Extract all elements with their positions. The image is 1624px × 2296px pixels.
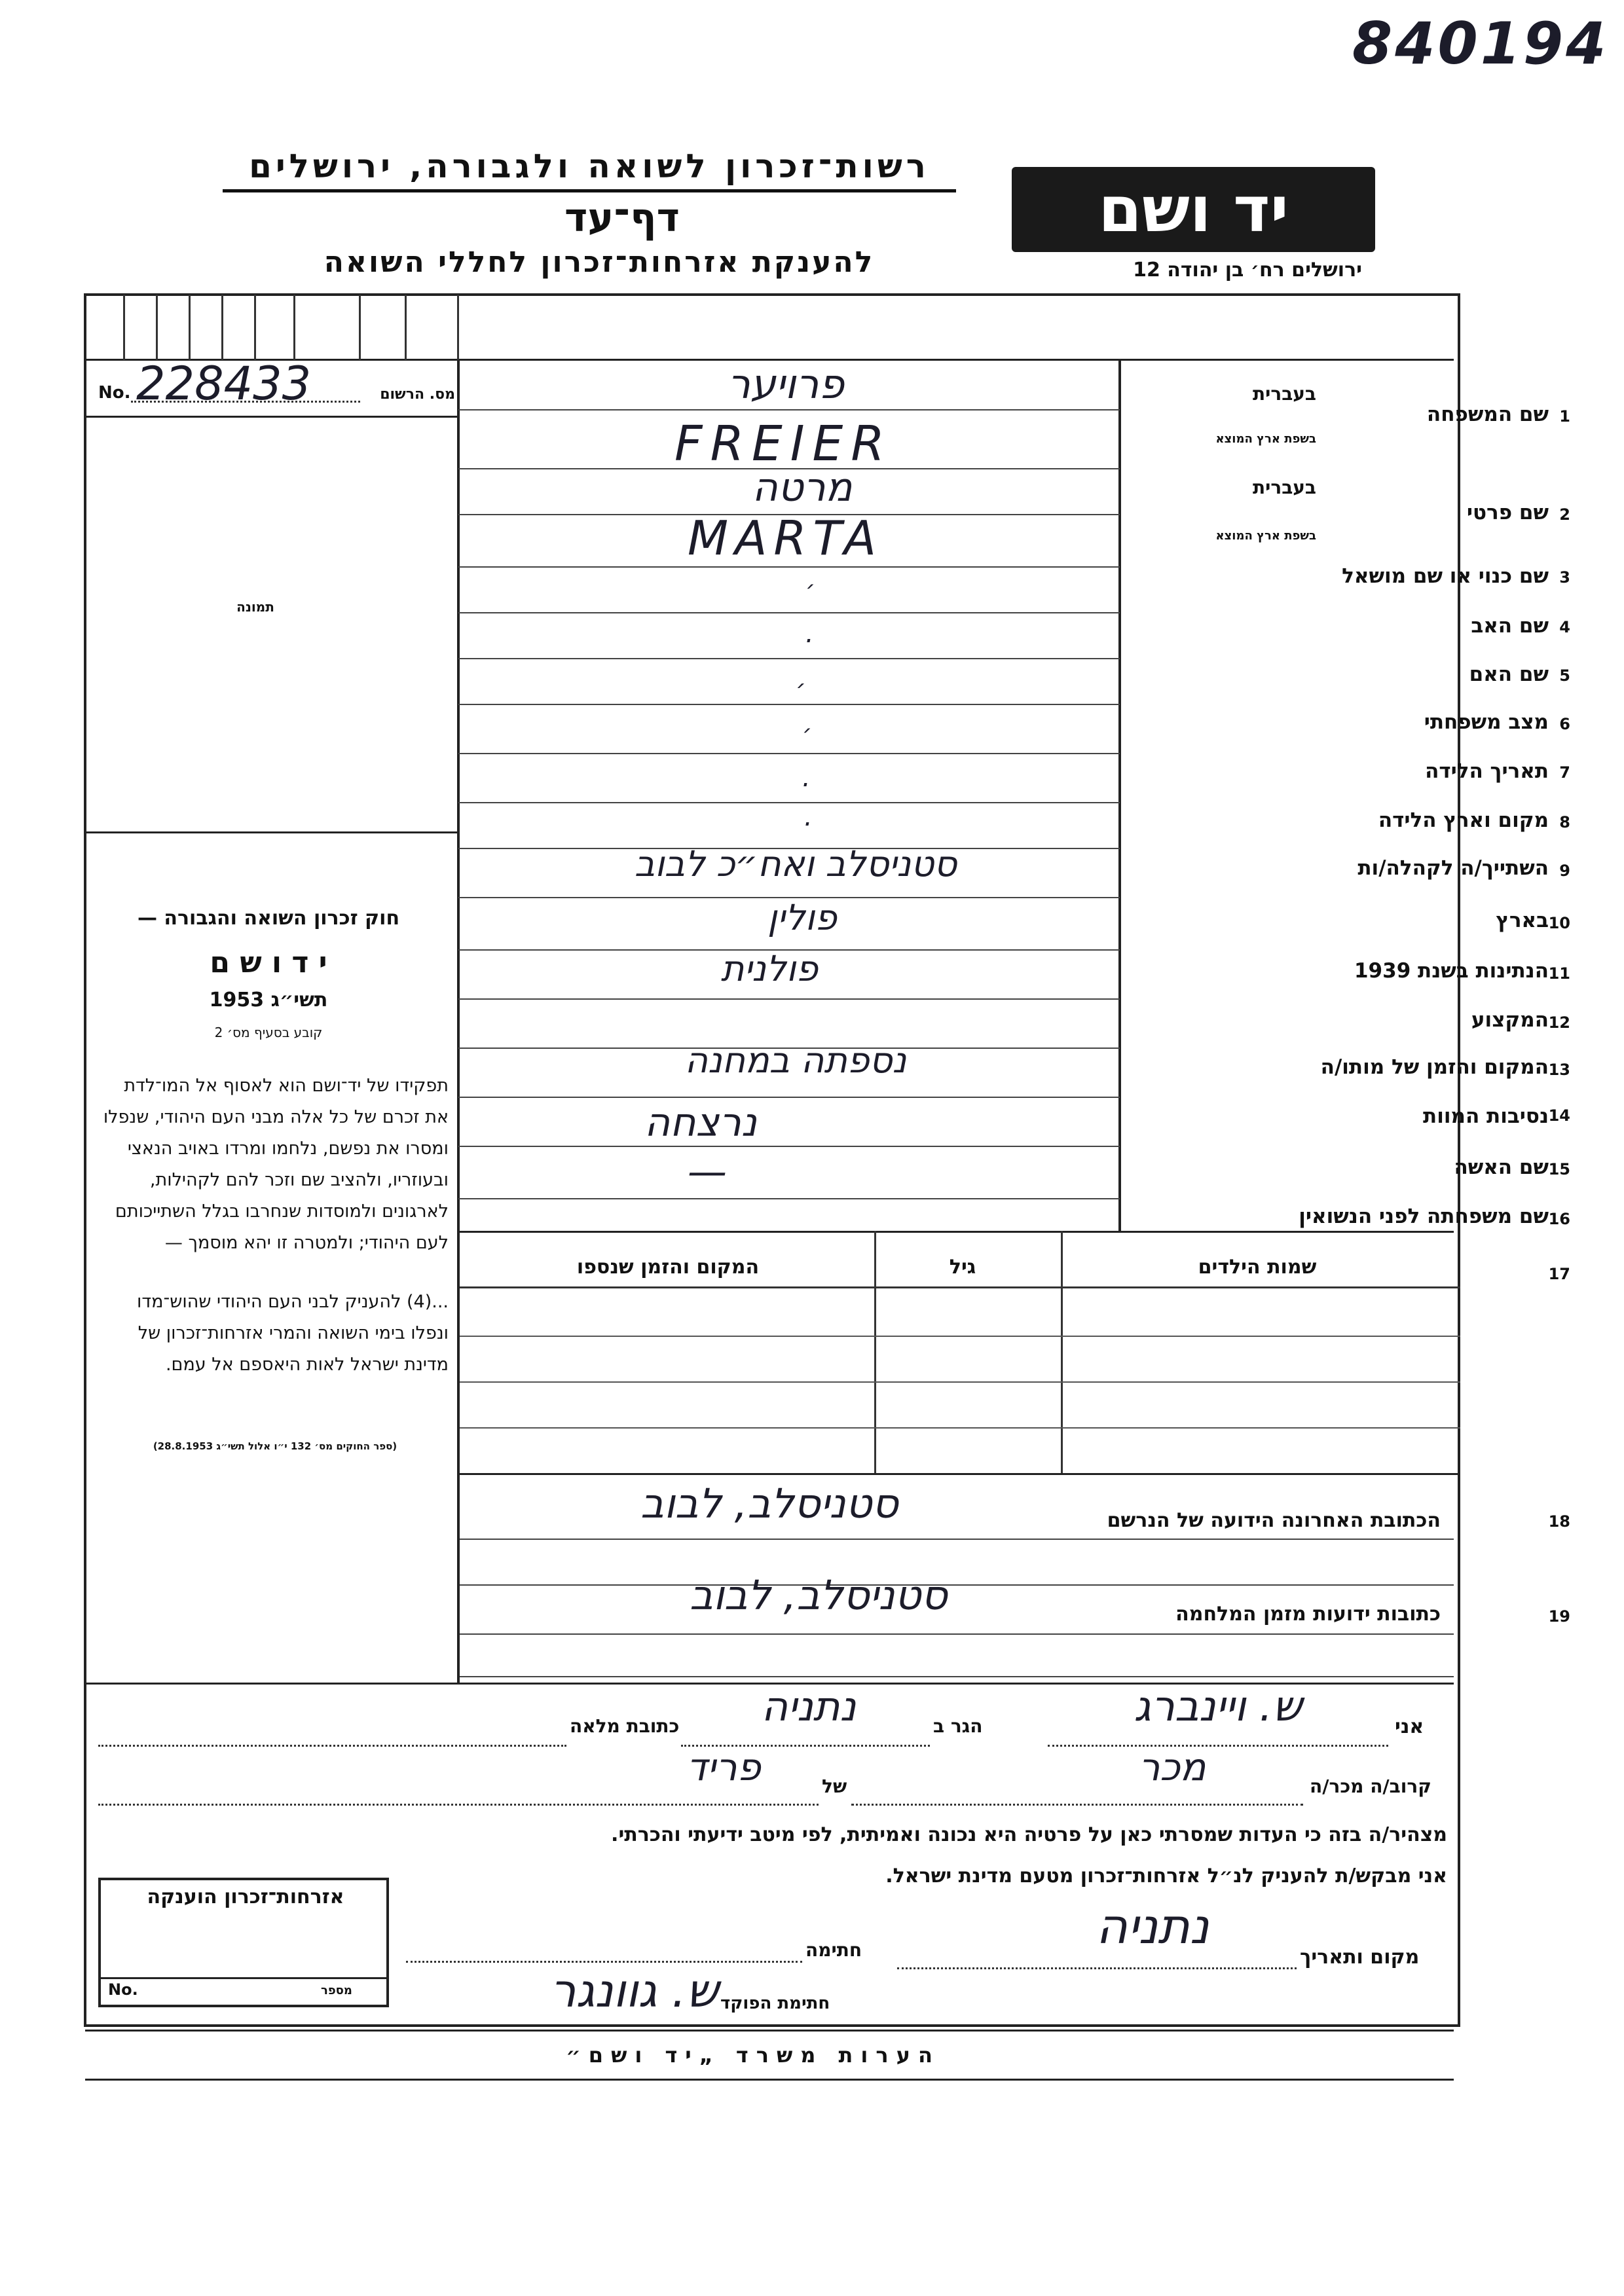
logo-text: יד ושם xyxy=(1098,173,1289,246)
law-title: חוק זכרון השואה והגבורה — xyxy=(137,907,400,930)
field-15-label: שם האשה xyxy=(1454,1156,1549,1179)
field-4-label: שם האב xyxy=(1471,614,1549,638)
law-year: תשי״ג 1953 xyxy=(209,989,328,1011)
field-9-number: 9 xyxy=(1559,862,1570,880)
field-2-number: 2 xyxy=(1559,505,1570,524)
field-13-number: 13 xyxy=(1548,1061,1570,1079)
field-8-label: מקום וארץ הלידה xyxy=(1378,809,1549,832)
field-2-value-hebrew[interactable]: מרטה xyxy=(752,465,853,511)
law-citation: (ספר החוקים מס׳ 132 י״ו אלול תשי״ג 28.8.1953) xyxy=(153,1440,397,1452)
registration-dotted-line xyxy=(131,401,360,403)
decl-residing: הגר ב xyxy=(933,1715,983,1737)
field-19-value[interactable]: סטניסלב, לבוב xyxy=(690,1571,948,1619)
field-8-value[interactable]: . xyxy=(804,802,813,832)
field-9-value[interactable]: סטניסלב ואח״כ לבוב xyxy=(634,843,957,884)
address: ירושלים רח׳ בן יהודה 12 xyxy=(1133,259,1362,282)
field-10-value[interactable]: פולין xyxy=(767,897,837,938)
field-7-value[interactable]: . xyxy=(802,763,811,793)
field-5-number: 5 xyxy=(1559,666,1570,685)
decl-of: של xyxy=(822,1776,847,1797)
field-5-label: שם האם xyxy=(1469,663,1549,686)
field-1-sub-foreign: בשפת ארץ המוצא xyxy=(1215,432,1316,446)
field-10-number: 10 xyxy=(1548,914,1570,932)
field-16-number: 16 xyxy=(1548,1210,1570,1228)
registration-mis-label: מס. הרשום xyxy=(380,386,455,403)
form-title: דף־עד xyxy=(564,195,680,241)
field-18-number: 18 xyxy=(1548,1512,1570,1531)
field-13-label: המקום והזמן של מותו/ה xyxy=(1320,1055,1549,1079)
field-2-sub-hebrew: בעברית xyxy=(1252,477,1316,498)
field-15-number: 15 xyxy=(1548,1160,1570,1178)
field-7-number: 7 xyxy=(1559,763,1570,782)
law-clause-4: ...(4) להעניק לבני העם היהודי שהוש־מדו ונפלו בימי השואה והמרי אזרחות־זכרון של מדינת ישראל לאות היאספם אל עמם. xyxy=(137,1292,449,1375)
field-1-value-hebrew[interactable]: פרויער xyxy=(727,360,845,408)
footer-notes: הערות משרד „יד ושם״ xyxy=(566,2043,940,2068)
children-col-names: שמות הילדים xyxy=(1198,1256,1317,1279)
field-14-number: 14 xyxy=(1548,1106,1570,1125)
field-1-label: שם המשפחה xyxy=(1426,403,1549,426)
citizenship-mispar: מספר xyxy=(321,1984,352,1997)
photo-label: תמונה xyxy=(236,599,274,615)
citizenship-title: אזרחות־זכרון הוענקה xyxy=(147,1886,344,1908)
decl-residing-value[interactable]: נתניה xyxy=(761,1683,857,1730)
field-1-sub-hebrew: בעברית xyxy=(1252,383,1316,405)
field-5-value[interactable]: ׳ xyxy=(796,674,806,703)
field-7-label: תאריך הלידה xyxy=(1425,759,1549,783)
decl-signature-label: חתימה xyxy=(805,1939,862,1961)
decl-relative-value[interactable]: מכר xyxy=(1138,1745,1206,1789)
decl-request: אני מבקש/ת להעניק לנ״ל אזרחות־זכרון מטעם מדינת ישראל. xyxy=(885,1865,1447,1887)
field-13-value[interactable]: נספתה במחנה xyxy=(684,1040,907,1081)
field-6-label: מצב משפחתי xyxy=(1424,710,1549,734)
field-11-value[interactable]: פולנית xyxy=(720,948,819,989)
field-15-value[interactable]: — xyxy=(688,1149,727,1195)
archive-stamp-number: 840194 xyxy=(1352,10,1609,77)
decl-statement: מצהיר/ה בזה כי העדות שמסרתי כאן על פרטיה היא נכונה ואמיתית, לפי מיטב ידיעתי והכרתי. xyxy=(611,1823,1447,1846)
field-1-value-foreign[interactable]: FREIER xyxy=(674,416,893,472)
law-yad-vashem: י ד ו ש ם xyxy=(210,946,327,979)
decl-ani-value[interactable]: ש. ויינברג xyxy=(1134,1683,1302,1731)
field-16-label: שם משפחתה לפני הנשואין xyxy=(1299,1205,1549,1228)
decl-ani: אני xyxy=(1395,1715,1424,1738)
field-2-sub-foreign: בשפת ארץ המוצא xyxy=(1215,529,1316,543)
field-11-number: 11 xyxy=(1548,964,1570,983)
field-6-number: 6 xyxy=(1559,715,1570,733)
decl-full-address: כתובת מלאה xyxy=(570,1715,680,1737)
registration-no-label: No. xyxy=(98,383,131,403)
registration-no-value: 228433 xyxy=(136,357,312,410)
yad-vashem-logo xyxy=(1012,167,1375,252)
field-2-label: שם פרטי xyxy=(1466,501,1549,524)
field-4-number: 4 xyxy=(1559,618,1570,636)
authority-title: רשות־זכרון לשואה ולגבורה, ירושלים xyxy=(223,147,956,192)
field-9-label: השתייך/ה לקהלה/ות xyxy=(1357,856,1549,880)
decl-place-date-label: מקום ותאריך xyxy=(1300,1946,1420,1969)
field-18-label: הכתובת האחרונה הידועה של הנרשם xyxy=(1107,1509,1441,1532)
children-col-place: המקום והזמן שנספו xyxy=(576,1256,760,1279)
field-14-label: נסיבות המוות xyxy=(1423,1104,1549,1128)
decl-relative: קרוב/ה מכר/ה xyxy=(1310,1776,1431,1797)
field-3-value[interactable]: ׳ xyxy=(805,576,815,603)
field-12-label: המקצוע xyxy=(1471,1008,1549,1032)
citizenship-no-label: No. xyxy=(108,1980,138,1999)
decl-officer-signature-label: חתימת הפוקד xyxy=(720,1994,830,2013)
law-clause: קובע בסעיף מס׳ 2 xyxy=(214,1025,323,1040)
field-6-value[interactable]: ׳ xyxy=(802,720,812,747)
children-col-age: גיל xyxy=(949,1256,976,1279)
field-3-number: 3 xyxy=(1559,568,1570,587)
field-8-number: 8 xyxy=(1559,813,1570,831)
field-17-number: 17 xyxy=(1548,1265,1570,1283)
field-19-number: 19 xyxy=(1548,1607,1570,1626)
field-1-number: 1 xyxy=(1559,407,1570,426)
form-subtitle: להענקת אזרחות־זכרון לחללי השואה xyxy=(323,246,875,279)
decl-place-date-value[interactable]: נתניה xyxy=(1096,1899,1209,1955)
field-10-label: בארץ xyxy=(1496,909,1549,932)
officer-signature-scrawl: ש. גוונגר xyxy=(550,1964,719,2018)
field-2-value-foreign[interactable]: MARTA xyxy=(688,511,883,566)
decl-of-value[interactable]: פריד xyxy=(686,1745,761,1789)
field-12-number: 12 xyxy=(1548,1013,1570,1032)
field-4-value[interactable]: . xyxy=(805,619,814,649)
field-3-label: שם כנוי או שם מושאל xyxy=(1342,564,1549,588)
field-19-label: כתובות ידועות מזמן המלחמה xyxy=(1175,1603,1441,1626)
field-11-label: הנתינות בשנת 1939 xyxy=(1354,959,1549,983)
field-18-value[interactable]: סטניסלב, לבוב xyxy=(640,1480,898,1527)
field-14-value[interactable]: נרצחה xyxy=(644,1100,757,1146)
law-body: תפקידו של יד־ושם הוא לאסוף אל המו־לדת את זכרם של כל אלה מבני העם היהודי, שנפלו ומסרו את נפשם, נלחמו ומרדו באויב הנאצי ובעוזריו, ולהציב שם וזכר להם לקהילות, לארגונים ולמוסדות שנחרבו בגלל השתייכותם לעם היהודי; ולמטרה זו יהא מוסמך — xyxy=(103,1076,449,1253)
